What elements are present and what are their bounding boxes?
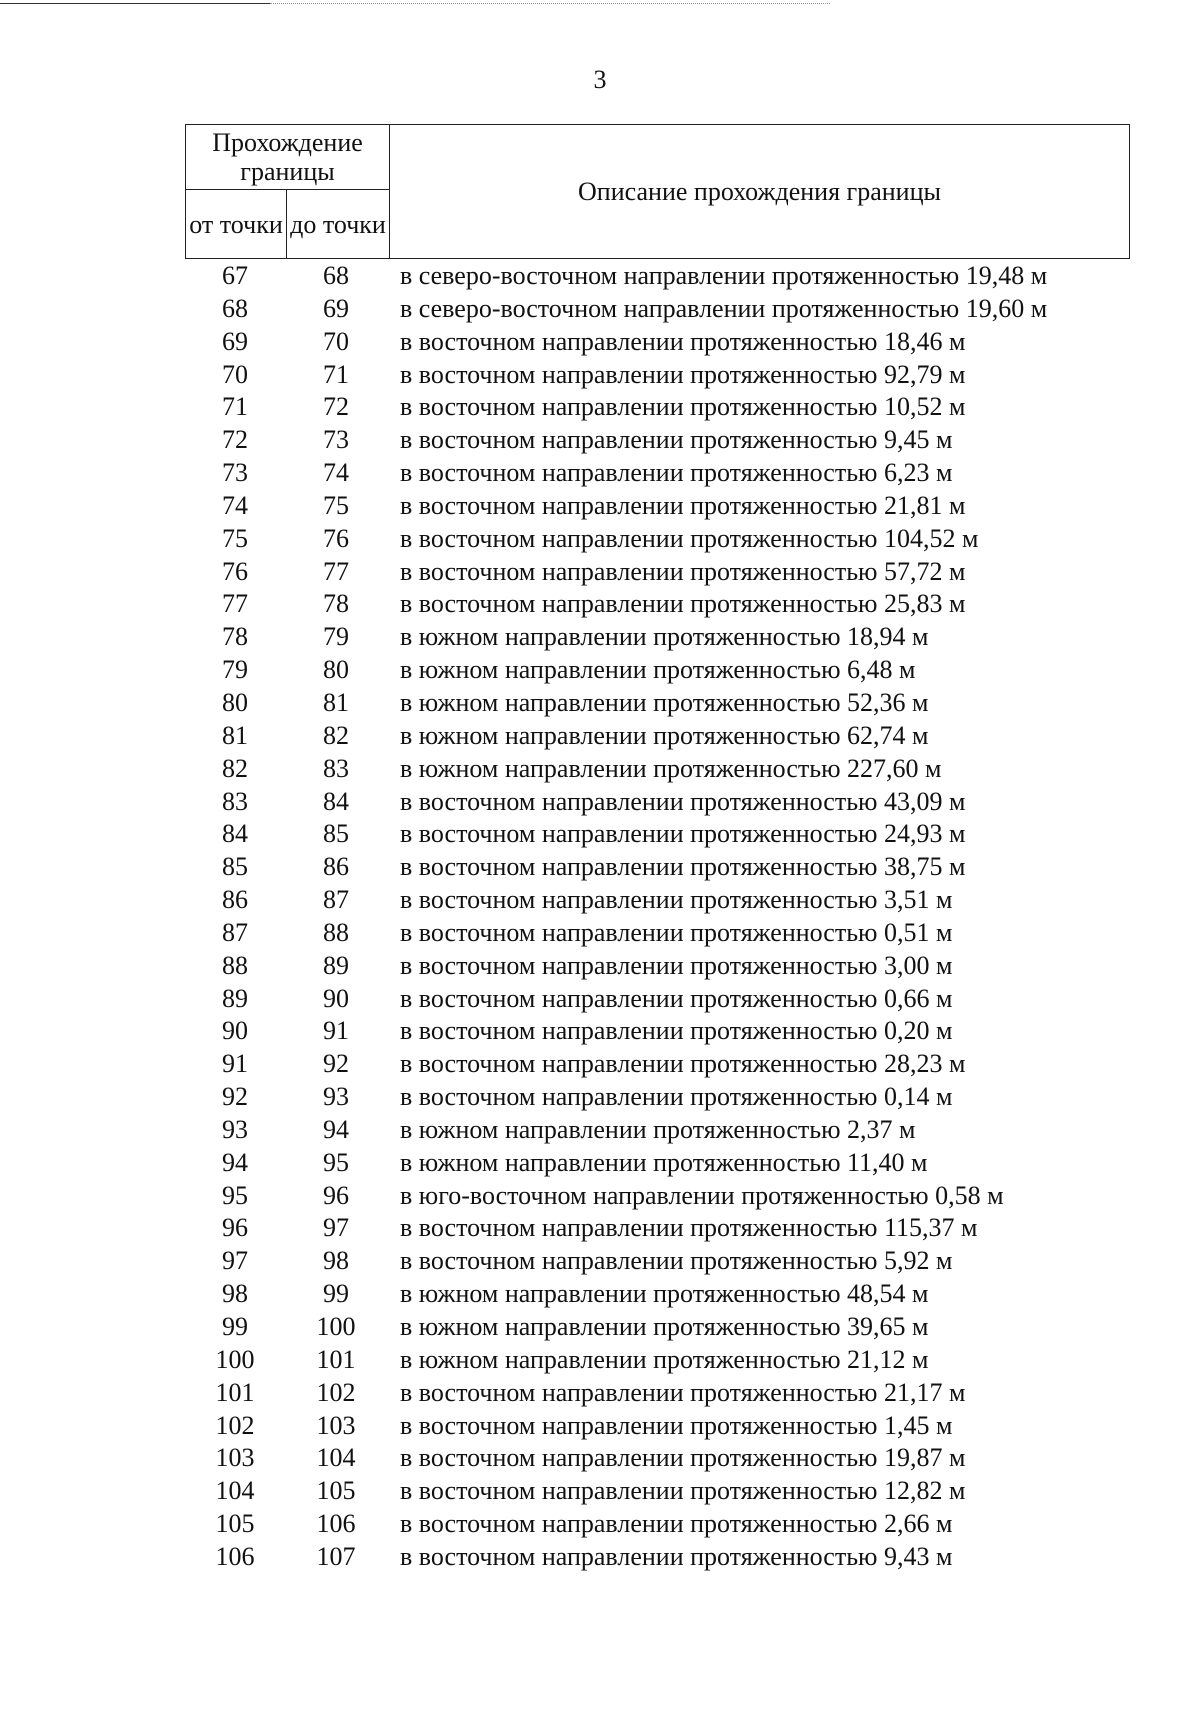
row-from-point: 71 (222, 392, 248, 422)
row-from-point: 72 (222, 425, 248, 455)
row-from-point: 81 (222, 720, 248, 750)
table-row (185, 1212, 1145, 1245)
table-row (185, 1541, 1145, 1574)
row-to-point: 78 (323, 589, 349, 619)
row-from-point: 95 (222, 1180, 248, 1210)
row-from-point: 99 (222, 1312, 248, 1341)
row-description: в северо-восточном направлении протяженностью 19,48 м (400, 261, 1048, 290)
row-to-point: 101 (316, 1344, 356, 1374)
row-description: в южном направлении протяженностью 2,37 м (400, 1114, 916, 1144)
table-row (185, 1048, 1145, 1081)
row-from-point: 90 (222, 1016, 248, 1046)
row-from-point: 98 (222, 1279, 248, 1309)
row-to-point: 97 (323, 1213, 349, 1243)
row-description: в восточном направлении протяженностью 3,51 м (400, 885, 953, 915)
page-number: 3 (593, 65, 607, 94)
row-description: в восточном направлении протяженностью 57,72 м (400, 556, 966, 586)
row-to-point: 89 (323, 950, 349, 980)
table-row (185, 359, 1145, 392)
row-to-point: 73 (323, 425, 349, 455)
row-description: в восточном направлении протяженностью 3,00 м (400, 950, 953, 980)
table-row (185, 1278, 1145, 1311)
table-row (185, 424, 1145, 457)
row-description: в восточном направлении протяженностью 2,66 м (400, 1509, 953, 1539)
row-to-point: 106 (316, 1509, 356, 1539)
row-description: в восточном направлении протяженностью 104,52 м (400, 523, 979, 553)
table-row (185, 326, 1145, 359)
top-edge-scan-artifact (270, 3, 830, 4)
table-row (185, 1475, 1145, 1508)
row-description: в восточном направлении протяженностью 1,45 м (400, 1410, 953, 1440)
table-row (185, 1245, 1145, 1278)
row-to-point: 71 (323, 359, 349, 389)
row-description: в восточном направлении протяженностью 6,23 м (400, 458, 953, 488)
row-to-point: 70 (323, 326, 349, 356)
table-row (185, 1377, 1145, 1410)
row-description: в южном направлении протяженностью 6,48 м (400, 655, 916, 685)
row-from-point: 83 (222, 786, 248, 816)
table-row (185, 556, 1145, 589)
header-from-point: от точки (186, 190, 287, 259)
row-to-point: 86 (323, 852, 349, 882)
row-from-point: 69 (222, 326, 248, 356)
table-row (185, 1442, 1145, 1475)
row-description: в восточном направлении протяженностью 12,82 м (400, 1476, 966, 1506)
row-from-point: 77 (222, 589, 248, 619)
row-description: в восточном направлении протяженностью 92,79 м (400, 359, 966, 389)
row-from-point: 104 (215, 1476, 255, 1506)
row-description: в северо-восточном направлении протяженностью 19,60 м (400, 293, 1048, 323)
header-description: Описание прохождения границы (390, 125, 1130, 259)
table-row (185, 523, 1145, 556)
table-row (185, 588, 1145, 621)
row-from-point: 75 (222, 523, 248, 553)
row-from-point: 78 (222, 622, 248, 652)
table-row (185, 1081, 1145, 1114)
row-to-point: 104 (316, 1443, 356, 1473)
row-description: в восточном направлении протяженностью 19,87 м (400, 1443, 966, 1473)
row-to-point: 93 (323, 1082, 349, 1112)
row-description: в восточном направлении протяженностью 5,92 м (400, 1246, 953, 1276)
row-to-point: 80 (323, 655, 349, 685)
row-description: в восточном направлении протяженностью 43,09 м (400, 786, 966, 816)
table-row (185, 1508, 1145, 1541)
row-description: в восточном направлении протяженностью 38,75 м (400, 852, 966, 882)
row-to-point: 103 (316, 1410, 356, 1440)
row-from-point: 101 (215, 1377, 255, 1407)
table-row (185, 818, 1145, 851)
row-description: в южном направлении протяженностью 11,40 м (400, 1147, 928, 1177)
table-row (185, 1147, 1145, 1180)
table-row (185, 654, 1145, 687)
row-to-point: 79 (323, 622, 349, 652)
row-to-point: 102 (316, 1377, 356, 1407)
row-description: в восточном направлении протяженностью 0,51 м (400, 917, 953, 947)
row-from-point: 94 (222, 1147, 248, 1177)
table-row (185, 293, 1145, 326)
row-from-point: 88 (222, 950, 248, 980)
row-from-point: 100 (215, 1344, 255, 1374)
row-to-point: 75 (323, 490, 349, 520)
row-to-point: 85 (323, 819, 349, 849)
row-description: в восточном направлении протяженностью 0,66 м (400, 983, 953, 1013)
row-to-point: 88 (323, 917, 349, 947)
row-from-point: 68 (222, 293, 248, 323)
row-description: в южном направлении протяженностью 62,74 м (400, 720, 929, 750)
table-row (185, 687, 1145, 720)
row-from-point: 80 (222, 687, 248, 717)
row-from-point: 86 (222, 885, 248, 915)
table-row (185, 851, 1145, 884)
header-boundary-passage: Прохождение границы (186, 125, 390, 190)
row-to-point: 96 (323, 1180, 349, 1210)
row-description: в южном направлении протяженностью 227,60 м (400, 753, 942, 783)
row-to-point: 77 (323, 556, 349, 586)
row-from-point: 82 (222, 753, 248, 783)
row-from-point: 103 (215, 1443, 255, 1473)
row-from-point: 93 (222, 1114, 248, 1144)
row-to-point: 72 (323, 392, 349, 422)
row-to-point: 107 (316, 1541, 356, 1571)
row-description: в восточном направлении протяженностью 21,17 м (400, 1377, 966, 1407)
table-row (185, 1344, 1145, 1377)
row-to-point: 94 (323, 1114, 349, 1144)
table-row (185, 786, 1145, 819)
row-description: в южном направлении протяженностью 18,94 м (400, 622, 929, 652)
table-row (185, 1180, 1145, 1213)
table-row (185, 950, 1145, 983)
row-description: в восточном направлении протяженностью 9,45 м (400, 425, 953, 455)
row-description: в южном направлении протяженностью 52,36 м (400, 687, 929, 717)
row-description: в восточном направлении протяженностью 9,43 м (400, 1541, 953, 1571)
row-from-point: 105 (215, 1509, 255, 1539)
row-to-point: 83 (323, 753, 349, 783)
row-description: в восточном направлении протяженностью 0,14 м (400, 1082, 953, 1112)
table-row (185, 917, 1145, 950)
row-description: в восточном направлении протяженностью 0,20 м (400, 1016, 953, 1046)
row-description: в восточном направлении протяженностью 10,52 м (400, 392, 966, 422)
row-description: в юго-восточном направлении протяженностью 0,58 м (400, 1180, 1004, 1210)
table-row (185, 621, 1145, 654)
table-row (185, 260, 1145, 293)
row-to-point: 95 (323, 1147, 349, 1177)
row-description: в восточном направлении протяженностью 28,23 м (400, 1049, 966, 1079)
table-row (185, 983, 1145, 1016)
row-from-point: 102 (215, 1410, 255, 1440)
row-to-point: 105 (316, 1476, 356, 1506)
row-to-point: 92 (323, 1049, 349, 1079)
table-row (185, 720, 1145, 753)
row-from-point: 89 (222, 983, 248, 1013)
row-to-point: 87 (323, 885, 349, 915)
row-from-point: 97 (222, 1246, 248, 1276)
row-from-point: 84 (222, 819, 248, 849)
table-row (185, 1311, 1145, 1344)
header-to-point: до точки (287, 190, 390, 259)
row-from-point: 79 (222, 655, 248, 685)
row-to-point: 84 (323, 786, 349, 816)
row-to-point: 81 (323, 687, 349, 717)
row-to-point: 99 (323, 1279, 349, 1309)
row-from-point: 76 (222, 556, 248, 586)
table-row (185, 391, 1145, 424)
table-row (185, 753, 1145, 786)
row-to-point: 82 (323, 720, 349, 750)
row-from-point: 91 (222, 1049, 248, 1079)
row-from-point: 74 (222, 490, 248, 520)
row-to-point: 68 (323, 261, 349, 290)
table-row (185, 1015, 1145, 1048)
row-to-point: 91 (323, 1016, 349, 1046)
row-from-point: 87 (222, 917, 248, 947)
row-from-point: 67 (222, 261, 248, 290)
row-from-point: 85 (222, 852, 248, 882)
row-description: в южном направлении протяженностью 21,12 м (400, 1344, 929, 1374)
table-row (185, 490, 1145, 523)
top-edge-rule (0, 3, 270, 4)
row-description: в южном направлении протяженностью 39,65 м (400, 1312, 929, 1341)
row-description: в восточном направлении протяженностью 21,81 м (400, 490, 966, 520)
row-description: в восточном направлении протяженностью 18,46 м (400, 326, 966, 356)
row-from-point: 106 (215, 1541, 255, 1571)
row-description: в восточном направлении протяженностью 24,93 м (400, 819, 966, 849)
boundary-table-body (185, 260, 1145, 1574)
row-to-point: 98 (323, 1246, 349, 1276)
row-from-point: 73 (222, 458, 248, 488)
row-from-point: 70 (222, 359, 248, 389)
row-description: в южном направлении протяженностью 48,54 м (400, 1279, 929, 1309)
boundary-table-header (185, 124, 1130, 259)
row-to-point: 100 (316, 1312, 356, 1341)
row-to-point: 69 (323, 293, 349, 323)
row-description: в восточном направлении протяженностью 25,83 м (400, 589, 966, 619)
table-row (185, 457, 1145, 490)
table-row (185, 1114, 1145, 1147)
row-from-point: 96 (222, 1213, 248, 1243)
row-to-point: 90 (323, 983, 349, 1013)
row-from-point: 92 (222, 1082, 248, 1112)
row-description: в восточном направлении протяженностью 115,37 м (400, 1213, 978, 1243)
table-row (185, 1410, 1145, 1443)
row-to-point: 76 (323, 523, 349, 553)
row-to-point: 74 (323, 458, 349, 488)
table-row (185, 884, 1145, 917)
